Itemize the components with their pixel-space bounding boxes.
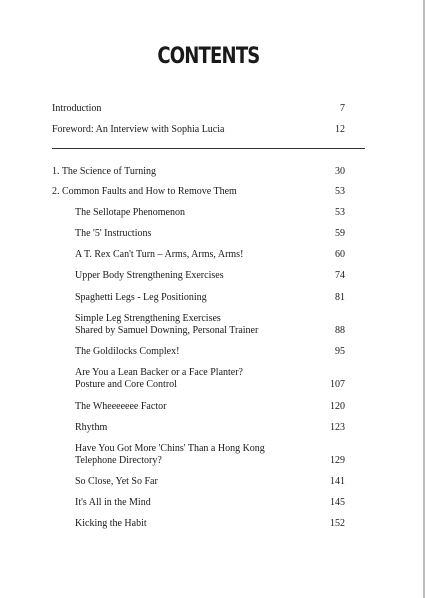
toc-entry-label [75,443,305,467]
toc-page-number: 88 [335,325,345,336]
toc-page-number: 59 [335,228,345,239]
toc-page-number: 123 [330,422,345,433]
toc-page-number: 81 [335,292,345,303]
toc-entry-line: The '5' Instructions [75,228,152,239]
toc-entry-line: Simple Leg Strengthening Exercises [75,313,221,324]
toc-entry-line: Posture and Core Control [75,379,177,390]
toc-entry-line: Upper Body Strengthening Exercises [75,270,224,281]
toc-entry-line: Shared by Samuel Downing, Personal Trainer [75,325,259,336]
toc-entry-line: Have You Got More 'Chins' Than a Hong Kong [75,443,265,454]
toc-entry-label [75,401,305,413]
divider [52,148,365,149]
toc-page-number: 53 [335,207,345,218]
toc-entry-line: A T. Rex Can't Turn – Arms, Arms, Arms! [75,249,244,260]
page-title: CONTENTS [157,44,260,69]
toc-entry-line: Spaghetti Legs - Leg Positioning [75,292,207,303]
toc-page-number: 120 [330,401,345,412]
toc-entry-label [75,497,305,509]
toc-entry-line: So Close, Yet So Far [75,476,158,487]
toc-entry-label [75,207,305,219]
toc-entry-line: The Sellotape Phenomenon [75,207,185,218]
toc-entry-label [75,228,305,240]
toc-page-number: 95 [335,346,345,357]
toc-entry-label [75,292,305,304]
toc-entry-label [75,270,305,282]
toc-page-number: 107 [330,379,345,390]
toc-entry-line: Kicking the Habit [75,518,147,529]
toc-page-number: 7 [340,103,345,114]
toc-entry-line: Telephone Directory? [75,455,162,466]
toc-entry-label: Introduction [52,103,102,114]
toc-entry-label: 2. Common Faults and How to Remove Them [52,186,237,197]
toc-entry-label [75,313,305,337]
toc-entry-label: 1. The Science of Turning [52,166,156,177]
toc-page-number: 145 [330,497,345,508]
toc-page-number: 12 [335,124,345,135]
toc-entry-label [75,367,305,391]
toc-page-number: 74 [335,270,345,281]
toc-entry-label [75,346,305,358]
toc-entry-line: The Wheeeeeee Factor [75,401,167,412]
toc-entry-label [75,422,305,434]
toc-page-number: 30 [335,166,345,177]
toc-page-number: 129 [330,455,345,466]
toc-entry-label [75,249,305,261]
toc-entry-label [75,476,305,488]
toc-page-number: 60 [335,249,345,260]
toc-page-number: 152 [330,518,345,529]
toc-entry-label [75,518,305,530]
toc-page-number: 141 [330,476,345,487]
toc-entry-label: Foreword: An Interview with Sophia Lucia [52,124,225,135]
toc-entry-line: Rhythm [75,422,108,433]
toc-entry-line: The Goldilocks Complex! [75,346,180,357]
toc-entry-line: It's All in the Mind [75,497,151,508]
toc-page-number: 53 [335,186,345,197]
toc-entry-line: Are You a Lean Backer or a Face Planter? [75,367,243,378]
